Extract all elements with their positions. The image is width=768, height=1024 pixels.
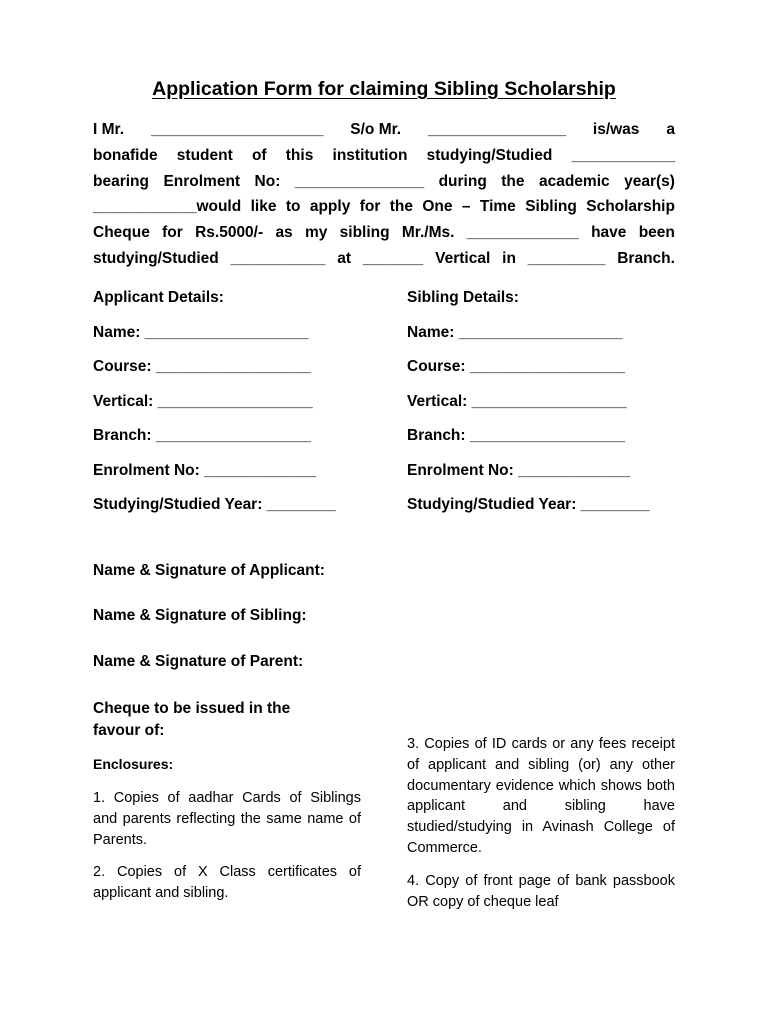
declaration-blank[interactable]: ____________________ xyxy=(150,121,324,138)
applicant-vertical-field[interactable]: Vertical: __________________ xyxy=(93,392,313,410)
declaration-word: S/o Mr. xyxy=(350,121,402,138)
declaration-word: of xyxy=(251,146,267,164)
sibling-branch-field[interactable]: Branch: __________________ xyxy=(407,427,626,444)
declaration-word: Mr./Ms. xyxy=(401,224,455,242)
applicant-course-field[interactable]: Course: __________________ xyxy=(93,358,312,375)
declaration-word: I Mr. xyxy=(93,121,125,138)
declaration-blank[interactable]: ___________ xyxy=(230,249,326,267)
declaration-word: institution xyxy=(332,146,408,164)
declaration-word: as xyxy=(275,224,293,242)
declaration-word: Enrolment xyxy=(163,172,241,190)
declaration-word: is/was xyxy=(592,121,640,138)
sibling-year-field[interactable]: Studying/Studied Year: ________ xyxy=(407,496,650,513)
declaration-line xyxy=(93,169,675,195)
declaration-word: bonafide xyxy=(93,146,158,164)
declaration-blank[interactable]: ____________would xyxy=(93,198,242,216)
enclosure-item-1: 1. Copies of aadhar Cards of Siblings and parents reflecting the same name of Parents. xyxy=(93,790,361,848)
declaration-word: Branch. xyxy=(617,249,675,267)
sibling-name-field[interactable]: Name: ___________________ xyxy=(407,323,623,341)
declaration-word: year(s) xyxy=(624,172,675,190)
applicant-details-heading: Applicant Details: xyxy=(93,289,224,306)
declaration-word: – xyxy=(461,198,471,216)
declaration-line xyxy=(93,220,675,246)
enclosure-item-2: 2. Copies of X Class certificates of applicant and sibling. xyxy=(93,864,361,901)
sibling-course-field[interactable]: Course: __________________ xyxy=(407,358,626,375)
declaration-word: for xyxy=(359,198,381,216)
declaration-line xyxy=(93,194,675,220)
declaration-word: Cheque xyxy=(93,224,150,242)
declaration-word: the xyxy=(389,198,413,216)
declaration-line xyxy=(93,117,675,143)
declaration-word: One xyxy=(422,198,453,216)
declaration-word: like xyxy=(250,198,277,216)
declaration-word: at xyxy=(337,249,352,267)
sibling-details-section xyxy=(407,286,707,528)
applicant-name-field[interactable]: Name: ___________________ xyxy=(93,323,309,341)
declaration-blank[interactable]: _____________ xyxy=(466,224,579,242)
declaration-word: No: xyxy=(254,172,281,190)
declaration-blank[interactable]: ________________ xyxy=(428,121,566,138)
declaration-paragraph xyxy=(93,117,675,272)
declaration-word: in xyxy=(502,249,516,267)
declaration-word: apply xyxy=(309,198,351,216)
enclosure-item-4: 4. Copy of front page of bank passbook OR copy of cheque leaf xyxy=(407,873,675,910)
applicant-year-field[interactable]: Studying/Studied Year: ________ xyxy=(93,496,336,513)
cheque-favour-label: Cheque to be issued in the favour of: xyxy=(93,700,291,739)
sibling-vertical-field[interactable]: Vertical: __________________ xyxy=(407,392,627,410)
applicant-details-section xyxy=(93,286,393,528)
enclosure-item-3: 3. Copies of ID cards or any fees receipt of applicant and sibling (or) any other documentary evidence which shows both applicant and sibling have studied/studying in Avinash College of Commerce. xyxy=(407,736,675,856)
enclosures-heading: Enclosures: xyxy=(93,756,174,772)
declaration-word: student xyxy=(176,146,233,164)
sibling-details-heading: Sibling Details: xyxy=(407,289,519,306)
declaration-word: studying/Studied xyxy=(426,146,553,164)
declaration-line xyxy=(93,246,675,272)
declaration-word: for xyxy=(162,224,183,242)
declaration-word: Sibling xyxy=(525,198,577,216)
declaration-word: have xyxy=(591,224,627,242)
sibling-enrolment-field[interactable]: Enrolment No: _____________ xyxy=(407,461,631,479)
sibling-signature-label: Name & Signature of Sibling: xyxy=(93,607,307,624)
declaration-word: been xyxy=(638,224,675,242)
applicant-branch-field[interactable]: Branch: __________________ xyxy=(93,427,312,444)
declaration-word: Scholarship xyxy=(586,198,675,216)
declaration-word: Rs.5000/- xyxy=(195,224,264,242)
applicant-enrolment-field[interactable]: Enrolment No: _____________ xyxy=(93,461,317,479)
declaration-word: to xyxy=(285,198,301,216)
declaration-blank[interactable]: _______ xyxy=(362,249,424,267)
declaration-word: Vertical xyxy=(435,249,491,267)
declaration-blank[interactable]: ____________ xyxy=(571,146,675,164)
declaration-blank[interactable]: _________ xyxy=(527,249,606,267)
form-title: Application Form for claiming Sibling Scholarship xyxy=(152,78,616,100)
declaration-word: this xyxy=(285,146,314,164)
declaration-line xyxy=(93,143,675,169)
declaration-blank[interactable]: _______________ xyxy=(294,172,425,190)
declaration-word: the xyxy=(501,172,525,190)
declaration-word: during xyxy=(438,172,487,190)
parent-signature-label: Name & Signature of Parent: xyxy=(93,653,304,670)
declaration-word: studying/Studied xyxy=(93,249,219,267)
declaration-word: Time xyxy=(479,198,516,216)
declaration-word: a xyxy=(666,121,675,138)
applicant-signature-label: Name & Signature of Applicant: xyxy=(93,562,325,579)
declaration-word: academic xyxy=(538,172,610,190)
declaration-word: bearing xyxy=(93,172,149,190)
declaration-word: sibling xyxy=(339,224,390,242)
declaration-word: my xyxy=(304,224,328,242)
